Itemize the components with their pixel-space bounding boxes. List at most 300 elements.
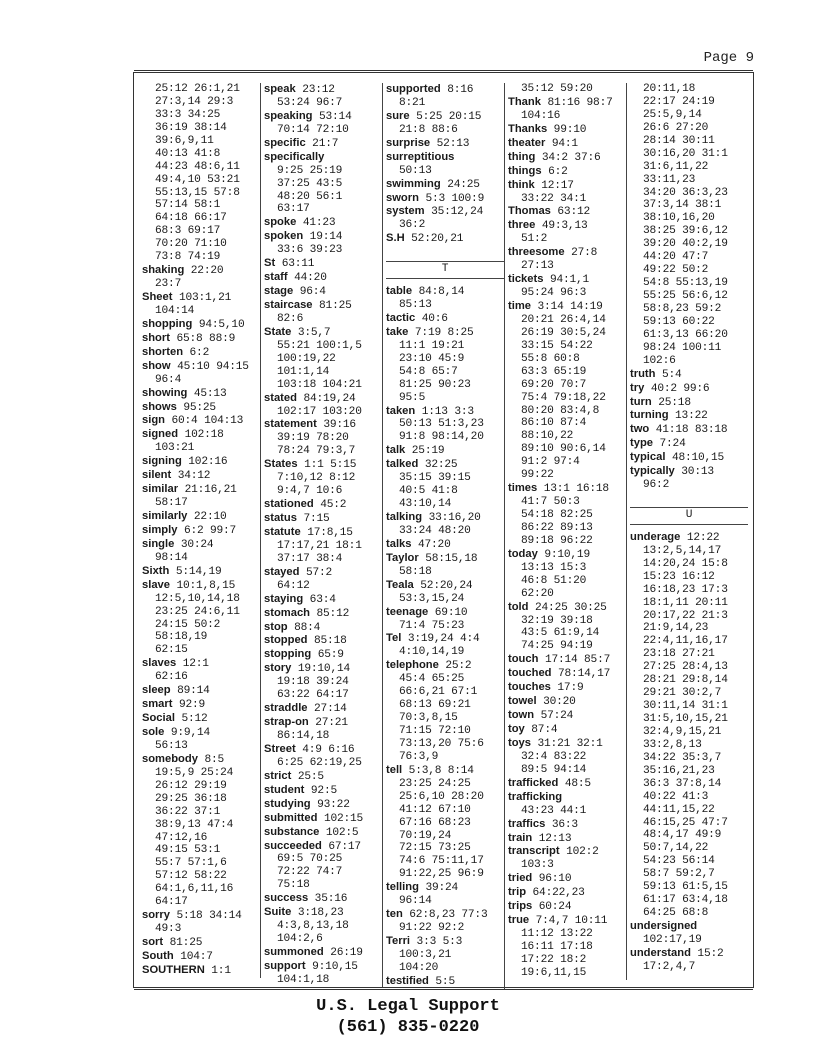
page-line-refs: 54:23 56:14 (630, 855, 715, 868)
index-word: statute (264, 525, 301, 538)
index-entry-continuation (142, 832, 260, 845)
index-entry (508, 845, 626, 859)
index-entry-continuation (142, 857, 260, 870)
index-word: staff (264, 271, 288, 284)
page-line-refs: 5:3,8 8:14 (402, 764, 474, 777)
index-entry-continuation (630, 571, 748, 584)
page-line-refs: 36:3 (545, 818, 578, 831)
page-line-refs: 12:22 (680, 531, 720, 544)
index-entry (264, 784, 382, 798)
index-entry (508, 179, 626, 193)
page-line-refs: 60:4 104:13 (165, 415, 244, 428)
index-entry-continuation (508, 496, 626, 509)
page-line-refs: 34:22 35:3,7 (630, 751, 722, 764)
index-entry-continuation (630, 199, 748, 212)
page-line-refs: 54:8 55:13,19 (630, 277, 728, 290)
index-word: thing (508, 150, 536, 163)
index-entry-continuation (630, 687, 748, 700)
index-word: spoke (264, 216, 297, 229)
page-line-refs: 54:18 82:25 (508, 509, 593, 521)
index-word: talks (386, 537, 412, 550)
index-entry (386, 285, 504, 299)
page-line-refs: 25:5 (291, 770, 324, 783)
page-line-refs: 64:25 68:8 (630, 907, 709, 920)
index-entry (264, 906, 382, 920)
index-entry-continuation (508, 456, 626, 469)
index-entry-continuation (142, 148, 260, 161)
index-word: signing (142, 455, 182, 468)
index-entry (142, 909, 260, 923)
page-line-refs: 36:19 38:14 (142, 121, 227, 134)
index-word: status (264, 512, 297, 524)
index-word: Thank (508, 95, 541, 108)
index-entry (142, 684, 260, 698)
index-word: straddle (264, 702, 308, 715)
index-entry (142, 332, 260, 346)
page-line-refs: 67:16 68:23 (386, 816, 471, 829)
index-entry (508, 246, 626, 260)
page-line-refs: 55:25 56:6,12 (630, 290, 728, 302)
index-entry (142, 936, 260, 950)
index-word: staircase (264, 299, 313, 311)
page-line-refs: 49:4,10 53:21 (142, 173, 240, 186)
page-line-refs: 27:8 (564, 247, 598, 260)
index-entry (264, 960, 382, 974)
page-line-refs: 3:18,23 (291, 907, 344, 920)
page-line-refs: 70:3,8,15 (386, 712, 458, 725)
page-line-refs: 37:17 38:4 (264, 552, 343, 565)
index-entry (508, 482, 626, 496)
index-word: substance (264, 825, 320, 838)
page-line-refs: 104:1,18 (264, 973, 330, 986)
index-entry-continuation (386, 353, 504, 366)
page-line-refs: 96:4 (293, 286, 326, 299)
page-line-refs: 26:12 29:19 (142, 779, 227, 792)
index-word: teenage (386, 605, 429, 618)
index-entry-continuation (142, 793, 260, 806)
page-line-refs: 102:6 (630, 354, 676, 367)
page-line-refs: 11:1 19:21 (386, 339, 465, 352)
page-line-refs: 68:3 69:17 (142, 225, 221, 238)
page-line-refs: 45:2 (313, 499, 347, 512)
index-entry (142, 469, 260, 483)
index-entry (508, 872, 626, 886)
page-line-refs: 32:19 39:18 (508, 614, 593, 627)
index-word: similar (142, 483, 179, 496)
page-line-refs: 31:6,11,22 (630, 160, 709, 173)
index-entry-continuation (142, 844, 260, 857)
index-entry-continuation (386, 299, 504, 312)
page-line-refs: 69:10 (428, 606, 468, 619)
index-entry (386, 538, 504, 552)
index-word: State (264, 325, 292, 338)
index-word: train (508, 831, 533, 844)
index-entry-continuation (630, 661, 748, 674)
page-line-refs: 100:3,21 (386, 948, 452, 961)
page-line-refs: 85:13 (386, 299, 432, 312)
index-entry-continuation (508, 193, 626, 206)
index-word: sort (142, 936, 164, 948)
index-entry-continuation (630, 829, 748, 842)
page-line-refs: 63:3 65:19 (508, 365, 587, 378)
page-line-refs: 52:20,24 (413, 579, 473, 592)
index-word: talk (386, 444, 406, 457)
index-entry (386, 110, 504, 124)
index-entry-continuation (142, 606, 260, 619)
index-entry (264, 566, 382, 580)
index-entry (264, 634, 382, 648)
page-line-refs: 40:13 41:8 (142, 147, 221, 160)
index-entry (386, 632, 504, 646)
index-word: Thanks (508, 122, 548, 135)
page-line-refs: 99:10 (547, 123, 587, 136)
page-line-refs: 55:13,15 57:8 (142, 186, 240, 199)
index-entry-continuation (630, 881, 748, 894)
page-line-refs: 63:4 (303, 593, 336, 606)
index-entry-continuation (386, 949, 504, 962)
index-entry-continuation (508, 379, 626, 392)
index-entry (264, 418, 382, 432)
page-line-refs: 41:23 (296, 217, 336, 230)
index-entry (142, 964, 260, 978)
page-line-refs: 29:25 36:18 (142, 792, 227, 805)
page-line-refs: 9:10,19 (537, 548, 590, 561)
index-entry-continuation (630, 934, 748, 947)
index-entry (264, 326, 382, 340)
index-word: summoned (264, 946, 324, 958)
index-word: told (508, 600, 529, 613)
index-entry (264, 662, 382, 676)
index-entry-continuation (142, 619, 260, 632)
index-word: trafficking (508, 790, 563, 803)
page-line-refs: 64:1,6,11,16 (142, 883, 234, 896)
index-word: towel (508, 695, 537, 708)
index-entry-continuation (386, 712, 504, 725)
index-entry (508, 886, 626, 900)
index-word: think (508, 178, 535, 191)
page-line-refs: 58:8,23 59:2 (630, 302, 722, 315)
index-entry-continuation (508, 751, 626, 764)
index-word: telling (386, 881, 419, 894)
page-line-refs: 9:25 25:19 (264, 164, 343, 177)
index-word: stationed (264, 498, 314, 511)
page-line-refs: 19:6,11,15 (508, 966, 587, 979)
page-line-refs: 61:3,13 66:20 (630, 328, 728, 341)
index-entry (508, 900, 626, 914)
index-entry-continuation (264, 676, 382, 689)
page-line-refs: 96:14 (386, 895, 432, 908)
index-word: threesome (508, 246, 565, 259)
page-line-refs: 62:8,23 77:3 (402, 909, 488, 922)
page-line-refs: 35:15 39:15 (386, 472, 471, 485)
page-line-refs: 43:23 44:1 (508, 804, 587, 817)
page-line-refs: 15:23 16:12 (630, 570, 715, 583)
index-column-5 (630, 83, 748, 974)
page-line-refs: 5:14,19 (169, 565, 222, 578)
index-entry-continuation (386, 778, 504, 791)
index-entry-continuation (508, 327, 626, 340)
page-line-refs: 17:9 (550, 682, 584, 695)
page-line-refs: 19:10,14 (291, 663, 350, 676)
page-line-refs: 13:1 16:18 (537, 483, 609, 496)
page-line-refs: 1:1 5:15 (297, 459, 357, 472)
page-line-refs: 34:20 36:3,23 (630, 186, 728, 199)
index-entry-continuation (142, 644, 260, 657)
index-entry (142, 387, 260, 401)
page-line-refs: 9:9,14 (164, 727, 210, 739)
index-entry-continuation (264, 689, 382, 702)
index-word: Sixth (142, 564, 170, 577)
index-entry (264, 743, 382, 757)
index-column-3 (386, 83, 505, 989)
index-entry-continuation (386, 485, 504, 498)
index-entry (264, 702, 382, 716)
page-line-refs: 94:5,10 (192, 318, 245, 331)
index-entry-continuation (264, 406, 382, 419)
page-line-refs: 50:7,14,22 (630, 842, 709, 855)
page-line-refs: 35:16,21,23 (630, 764, 715, 777)
page-line-refs: 25:12 26:1,21 (142, 83, 240, 95)
page-line-refs: 48:4,17 49:9 (630, 829, 722, 842)
index-word: submitted (264, 811, 318, 824)
page-line-refs: 17:2,4,7 (630, 960, 696, 973)
index-column-4 (508, 83, 627, 980)
page-line-refs: 52:13 (430, 137, 470, 150)
index-entry-continuation (630, 804, 748, 817)
index-entry (508, 832, 626, 846)
index-entry-continuation (386, 738, 504, 751)
page-line-refs: 28:14 30:11 (630, 134, 715, 147)
index-entry-continuation (264, 366, 382, 379)
page-line-refs: 43:5 61:9,14 (508, 627, 600, 640)
index-entry-continuation (142, 883, 260, 896)
index-word: trafficked (508, 776, 559, 789)
index-word: spoken (264, 230, 304, 243)
index-entry-continuation (630, 791, 748, 804)
index-entry (386, 552, 504, 566)
index-entry-continuation (508, 859, 626, 872)
index-entry-continuation (142, 631, 260, 644)
index-entry-continuation (386, 686, 504, 699)
page-line-refs: 86:14,18 (264, 730, 330, 742)
index-entry-continuation (630, 868, 748, 881)
page-line-refs: 12:17 (534, 179, 574, 192)
index-entry-continuation (630, 635, 748, 648)
page-line-refs: 22:17 24:19 (630, 95, 715, 108)
index-entry-continuation (508, 430, 626, 443)
page-line-refs: 88:4 (287, 621, 321, 634)
page-line-refs: 26:6 27:20 (630, 121, 709, 134)
index-entry-continuation (630, 238, 748, 251)
index-word: stopped (264, 634, 308, 647)
index-entry-continuation (386, 855, 504, 868)
index-word: time (508, 300, 532, 312)
page-line-refs: 32:4,9,15,21 (630, 725, 722, 738)
page-line-refs: 81:25 (312, 300, 352, 312)
page-line-refs: 27:13 (508, 260, 554, 273)
index-entry (508, 137, 626, 151)
page-line-refs: 5:3 100:9 (418, 192, 485, 205)
index-entry (386, 405, 504, 419)
page-line-refs: 96:4 (142, 373, 182, 386)
page-line-refs: 20:21 26:4,14 (508, 313, 606, 326)
index-entry-continuation (630, 842, 748, 855)
page-line-refs: 33:16,20 (422, 512, 481, 525)
index-entry-continuation (630, 739, 748, 752)
index-entry-continuation (142, 671, 260, 684)
footer (0, 996, 816, 1038)
index-entry (630, 451, 748, 465)
page-line-refs: 36:22 37:1 (142, 805, 221, 818)
index-word: South (142, 949, 174, 962)
page-line-refs: 20:11,18 (630, 83, 696, 95)
page-line-refs: 6:2 (541, 165, 568, 178)
index-entry-continuation (386, 366, 504, 379)
page-line-refs: 12:1 (176, 658, 209, 671)
index-entry-continuation (630, 135, 748, 148)
index-word: sworn (386, 191, 419, 204)
index-word: sleep (142, 684, 171, 697)
index-entry-continuation (630, 610, 748, 623)
index-word: today (508, 547, 538, 560)
index-entry-continuation (142, 225, 260, 238)
index-entry (386, 326, 504, 340)
index-word: three (508, 219, 536, 232)
index-entry (508, 709, 626, 723)
page-line-refs: 23:7 (142, 278, 182, 291)
page-line-refs: 27:3,14 29:3 (142, 95, 234, 108)
page-line-refs: 52:20,21 (404, 233, 464, 246)
page-line-refs: 67:17 (321, 840, 361, 853)
page-line-refs: 102:5 (319, 826, 359, 839)
index-word: stomach (264, 606, 311, 619)
page-line-refs: 30:13 (674, 466, 714, 479)
index-entry-continuation (630, 342, 748, 355)
page-line-refs: 40:2 99:6 (644, 382, 710, 395)
page-line-refs: 96:2 (630, 479, 670, 492)
index-entry (386, 137, 504, 151)
index-entry (508, 548, 626, 562)
index-entry-continuation (264, 933, 382, 946)
page-line-refs: 98:14 (142, 551, 188, 564)
page-line-refs: 25:5,9,14 (630, 108, 702, 121)
page-line-refs: 64:18 66:17 (142, 212, 227, 225)
index-entry (142, 264, 260, 278)
page-line-refs: 58:15,18 (418, 552, 478, 565)
page-line-refs: 5:4 (655, 368, 682, 381)
index-entry-continuation (142, 161, 260, 174)
index-entry-continuation (508, 509, 626, 522)
index-word: stated (264, 391, 297, 404)
page-line-refs: 37:25 43:5 (264, 177, 343, 190)
page-line-refs: 33:15 54:22 (508, 339, 593, 352)
page-line-refs: 35:12,24 (424, 206, 484, 219)
index-entry-continuation (630, 264, 748, 277)
index-entry-continuation (142, 251, 260, 264)
index-word: stop (264, 620, 288, 633)
page-line-refs: 44:11,15,22 (630, 803, 715, 816)
index-word: Sheet (142, 291, 173, 303)
index-entry-continuation (508, 260, 626, 273)
index-word: traffics (508, 817, 546, 830)
page-line-refs: 96:10 (532, 873, 572, 886)
letter-heading: T (386, 261, 504, 279)
index-entry-continuation (630, 765, 748, 778)
index-entry-continuation (508, 562, 626, 575)
index-word: tactic (386, 311, 416, 324)
index-entry-continuation (630, 622, 748, 635)
index-word: St (264, 257, 276, 270)
page-line-refs: 5:25 20:15 (409, 110, 482, 123)
index-entry (508, 123, 626, 137)
page-line-refs: 81:25 90:23 (386, 378, 471, 391)
page-line-refs: 62:16 (142, 671, 188, 684)
page-line-refs: 31:5,10,15,21 (630, 713, 728, 726)
page-line-refs: 84:8,14 (412, 286, 465, 299)
index-entry-continuation (630, 894, 748, 907)
index-entry-continuation (508, 941, 626, 954)
page-line-refs: 5:18 34:14 (170, 910, 242, 923)
page-line-refs: 16:18,23 17:3 (630, 583, 728, 596)
page-line-refs: 85:12 (310, 607, 350, 620)
index-entry (264, 840, 382, 854)
page-line-refs: 91:22,25 96:9 (386, 868, 484, 881)
index-word: touch (508, 653, 539, 666)
page-line-refs: 53:14 (312, 110, 352, 123)
page-line-refs: 26:19 30:5,24 (508, 326, 606, 339)
index-entry-continuation (142, 109, 260, 122)
index-entry-continuation (142, 174, 260, 187)
page-line-refs: 29:21 30:2,7 (630, 687, 722, 700)
page-line-refs: 89:18 96:22 (508, 534, 593, 547)
index-entry-continuation (630, 174, 748, 187)
index-entry (264, 512, 382, 526)
index-entry-continuation (142, 305, 260, 318)
index-entry-continuation (264, 244, 382, 257)
index-entry (630, 465, 748, 479)
index-entry-continuation (142, 767, 260, 780)
page-line-refs: 33:11,23 (630, 173, 696, 186)
index-entry (264, 151, 382, 165)
index-entry (264, 299, 382, 313)
index-word: truth (630, 367, 656, 380)
index-entry (630, 396, 748, 410)
page-line-refs: 18:1,11 20:11 (630, 596, 728, 609)
page-line-refs: 33:3 34:25 (142, 108, 221, 121)
index-word: Thomas (508, 205, 551, 218)
page-line-refs: 30:20 (536, 696, 576, 709)
index-entry (142, 712, 260, 726)
page-line-refs: 53:24 96:7 (264, 96, 343, 109)
page-line-refs: 55:7 57:1,6 (142, 857, 227, 870)
page-line-refs: 3:14 14:19 (531, 301, 603, 313)
page-line-refs: 7:4,7 10:11 (529, 915, 608, 928)
index-entry-continuation (508, 392, 626, 405)
index-entry-continuation (630, 148, 748, 161)
index-entry-continuation (508, 340, 626, 353)
page-line-refs: 19:5,9 25:24 (142, 766, 234, 779)
page-line-refs: 40:6 (415, 312, 448, 325)
page-line-refs: 33:22 34:1 (508, 192, 587, 205)
index-entry-continuation (508, 764, 626, 777)
index-word: touched (508, 667, 552, 680)
index-entry-continuation (264, 203, 382, 216)
page-line-refs: 39:20 40:2,19 (630, 238, 728, 251)
index-entry (142, 401, 260, 415)
index-entry (508, 96, 626, 110)
page-line-refs: 4:9 6:16 (295, 743, 355, 756)
page-line-refs: 40:5 41:8 (386, 485, 458, 498)
